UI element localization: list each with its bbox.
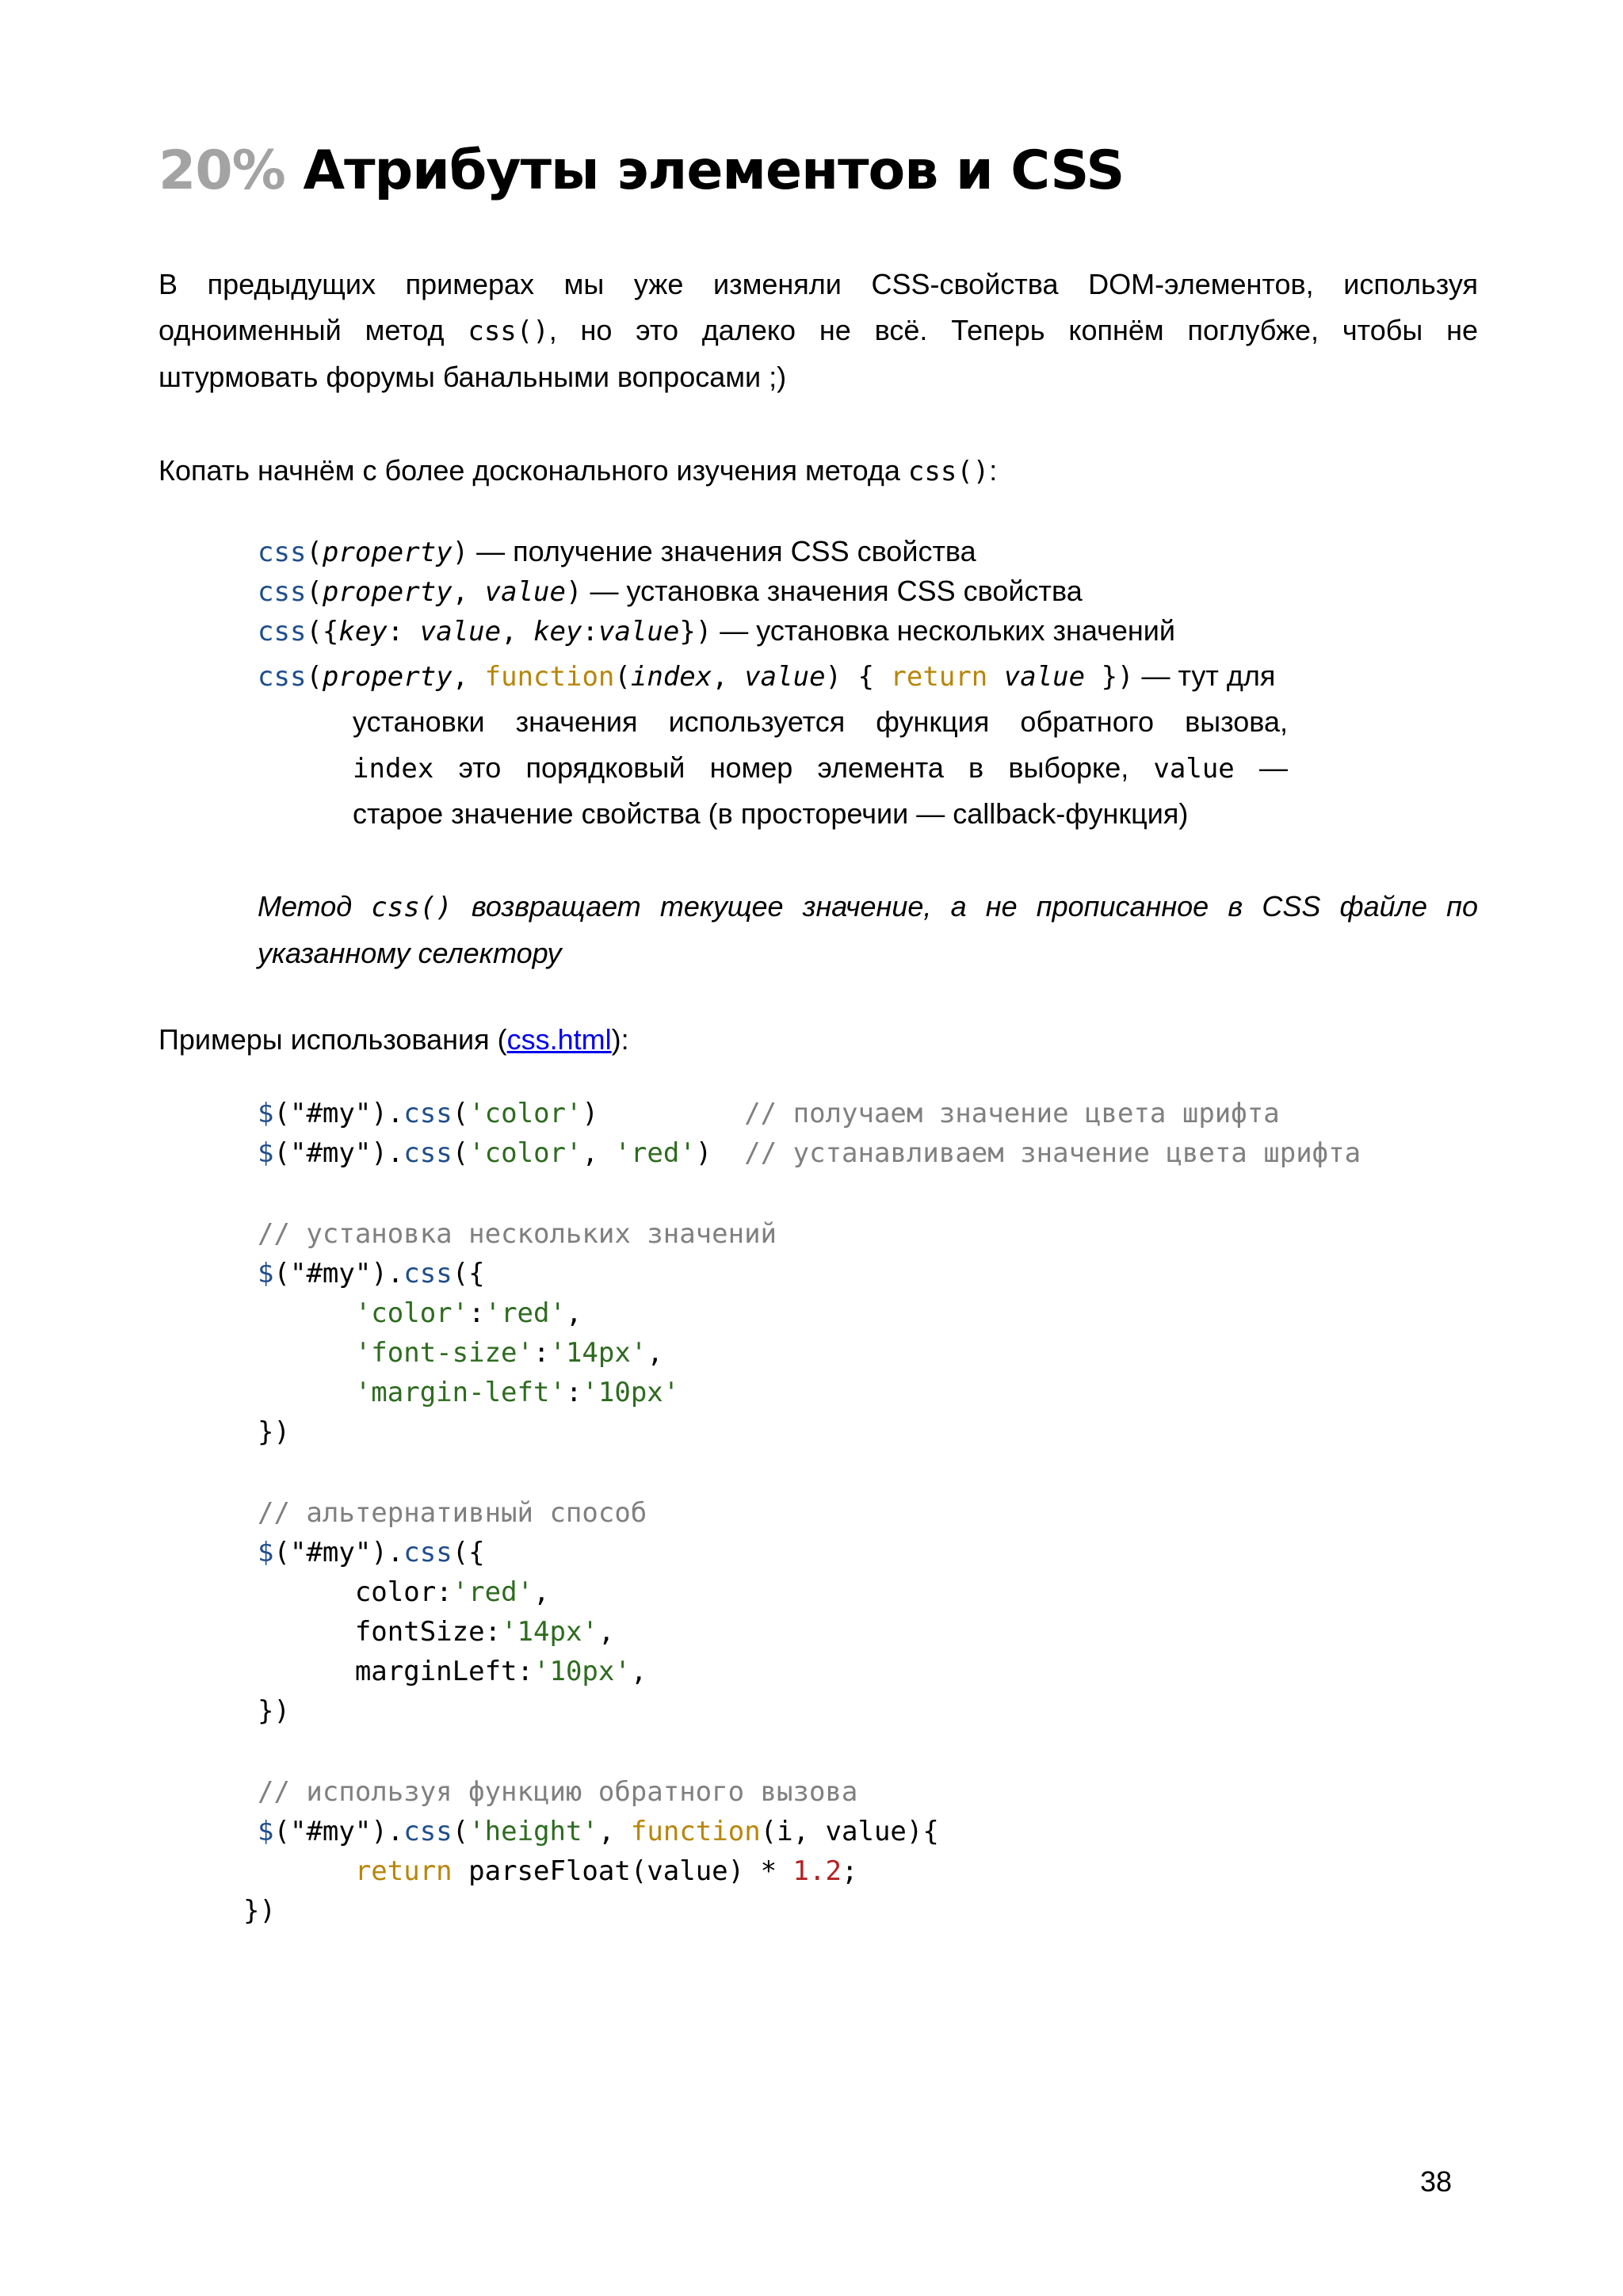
code-token: property	[322, 537, 453, 568]
code-token: return	[890, 661, 988, 693]
code-token: css	[403, 1137, 453, 1169]
code-token: "#my"	[289, 1098, 372, 1129]
code-token: 'color'	[468, 1137, 582, 1169]
code-line: $("#my").css('color') // получаем значение цвета шрифта	[258, 1098, 1280, 1129]
code-line: 'margin-left':'10px'	[354, 1377, 680, 1408]
code-token: ;	[841, 1855, 858, 1887]
code-token: key	[533, 616, 582, 648]
code-token: 1.2	[792, 1855, 842, 1887]
note-text: Метод	[258, 890, 372, 923]
code-token: $	[258, 1137, 274, 1169]
code-line	[258, 1851, 857, 1891]
code-token: $	[258, 1258, 274, 1289]
code-comment: // альтернативный способ	[258, 1497, 647, 1529]
code-token: css	[403, 1098, 453, 1129]
code-token: 'color'	[354, 1297, 469, 1329]
api-item-4-cont-1: установки значения используется функция обратного вызова,	[353, 705, 1288, 738]
intro-text: , но это далеко не всё. Теперь копнём поглубже, чтобы не	[548, 314, 1478, 346]
code-token: '10px'	[533, 1656, 631, 1687]
code-token: css	[258, 616, 307, 648]
api-item-4-cont-3: старое значение свойства (в просторечии — callback-функция)	[353, 797, 1189, 830]
intro-text: одноименный метод	[158, 314, 468, 346]
code-token: 'red'	[484, 1297, 566, 1329]
code-line: $("#my").css({	[258, 1537, 485, 1568]
api-desc: — установка значения CSS свойства	[582, 575, 1083, 607]
lead-line	[158, 448, 1478, 495]
code-token: marginLeft	[354, 1656, 517, 1687]
code-line: color:'red',	[354, 1576, 550, 1608]
intro-line-2	[158, 308, 1478, 354]
api-desc: —	[1234, 751, 1288, 784]
api-desc: это порядковый номер элемента в выборке,	[433, 751, 1154, 784]
code-token: '14px'	[501, 1616, 598, 1648]
code-token: 'color'	[468, 1098, 582, 1129]
code-line: })	[243, 1895, 276, 1927]
code-token: value	[744, 661, 826, 693]
code-token: value	[1003, 661, 1086, 693]
code-token: property	[322, 661, 453, 693]
code-token: "#my"	[289, 1258, 372, 1289]
code-line: })	[258, 1695, 290, 1727]
title-text: Атрибуты элементов и CSS	[303, 139, 1125, 202]
code-token: css	[403, 1537, 453, 1568]
code-token: property	[322, 576, 453, 608]
code-token: $	[258, 1537, 274, 1568]
code-line: $("#my").css('color', 'red') // устанавливаем значение цвета шрифта	[258, 1137, 1361, 1169]
note-paragraph	[258, 884, 1478, 976]
code-token: 'red'	[452, 1576, 534, 1608]
code-token: "#my"	[289, 1537, 372, 1568]
code-token: css	[403, 1258, 453, 1289]
css-html-link[interactable]: css.html	[506, 1023, 612, 1056]
code-token: css	[258, 576, 307, 608]
api-item-4: css(property, function(index, value) { return value }) — тут для	[258, 659, 1276, 693]
examples-text: Примеры использования (	[158, 1023, 507, 1056]
code-line: $("#my").css('height', function(i, value){	[258, 1816, 939, 1847]
inline-code: css()	[907, 456, 990, 487]
title-percent: 20%	[158, 139, 285, 202]
code-token: return	[354, 1855, 453, 1887]
code-token: 'font-size'	[354, 1337, 533, 1369]
api-desc: — тут для	[1133, 659, 1276, 692]
examples-paragraph	[158, 1017, 1478, 1063]
code-comment: // устанавливаем значение цвета шрифта	[744, 1137, 1361, 1169]
lead-paragraph	[158, 448, 1478, 495]
note-line-2: указанному селектору	[258, 937, 562, 969]
note-text: возвращает текущее значение, а не прописанное в CSS файле по	[452, 890, 1478, 923]
api-desc: — получение значения CSS свойства	[468, 535, 976, 567]
inline-code: index	[353, 753, 434, 785]
code-token: (i, value){	[760, 1816, 939, 1847]
code-comment: // получаем значение цвета шрифта	[744, 1098, 1280, 1129]
inline-code: value	[1153, 753, 1235, 785]
code-token: css	[403, 1816, 453, 1847]
api-item-4-cont-2	[353, 751, 1288, 785]
code-token: "#my"	[289, 1137, 372, 1169]
code-comment: // установка нескольких значений	[258, 1218, 777, 1250]
code-line: })	[258, 1416, 290, 1448]
code-token: 'height'	[468, 1816, 598, 1847]
inline-code: css()	[468, 315, 549, 347]
api-item-2: css(property, value) — установка значения CSS свойства	[258, 575, 1083, 608]
page-number: 38	[1420, 2165, 1453, 2198]
code-token: value	[484, 576, 566, 608]
examples-text: ):	[611, 1023, 629, 1056]
code-token: 'margin-left'	[354, 1377, 566, 1408]
code-token: '10px'	[582, 1377, 680, 1408]
api-desc: — установка нескольких значений	[712, 614, 1175, 647]
code-line	[258, 1772, 857, 1812]
code-line: 'color':'red',	[354, 1297, 582, 1329]
code-token: "#my"	[289, 1816, 372, 1847]
code-token: fontSize	[354, 1616, 485, 1648]
code-token: value	[419, 616, 502, 648]
note-line-1	[258, 884, 1478, 930]
code-comment: // используя функцию обратного вызова	[258, 1776, 858, 1808]
page-title	[158, 139, 1125, 202]
code-token: parseFloat(value) *	[452, 1855, 793, 1887]
inline-code: css()	[371, 892, 453, 923]
code-token: key	[338, 616, 388, 648]
code-token: css	[258, 661, 307, 693]
code-token: 'red'	[614, 1137, 696, 1169]
code-line: fontSize:'14px',	[354, 1616, 615, 1648]
code-line: marginLeft:'10px',	[354, 1656, 647, 1687]
api-item-1: css(property) — получение значения CSS свойства	[258, 535, 976, 568]
lead-text: Копать начнём с более досконального изучения метода	[158, 454, 908, 487]
code-line	[258, 1214, 777, 1254]
code-token: $	[258, 1816, 274, 1847]
api-item-3: css({key: value, key:value}) — установка нескольких значений	[258, 614, 1175, 648]
code-token: function	[484, 661, 615, 693]
lead-text: :	[989, 454, 998, 487]
intro-line-3: штурмовать форумы банальными вопросами ;)	[158, 361, 787, 393]
code-token: color	[354, 1576, 437, 1608]
code-token: $	[258, 1098, 274, 1129]
intro-paragraph	[158, 262, 1478, 400]
code-token: css	[258, 537, 307, 568]
code-token: '14px'	[549, 1337, 647, 1369]
intro-line-1: В предыдущих примерах мы уже изменяли CSS-свойства DOM-элементов, используя	[158, 268, 1478, 300]
code-token: index	[630, 661, 712, 693]
code-token: function	[630, 1816, 761, 1847]
examples-line	[158, 1017, 1478, 1063]
code-line: 'font-size':'14px',	[354, 1337, 663, 1369]
code-line	[258, 1493, 647, 1533]
code-token: value	[598, 616, 680, 648]
code-line: $("#my").css({	[258, 1258, 485, 1289]
